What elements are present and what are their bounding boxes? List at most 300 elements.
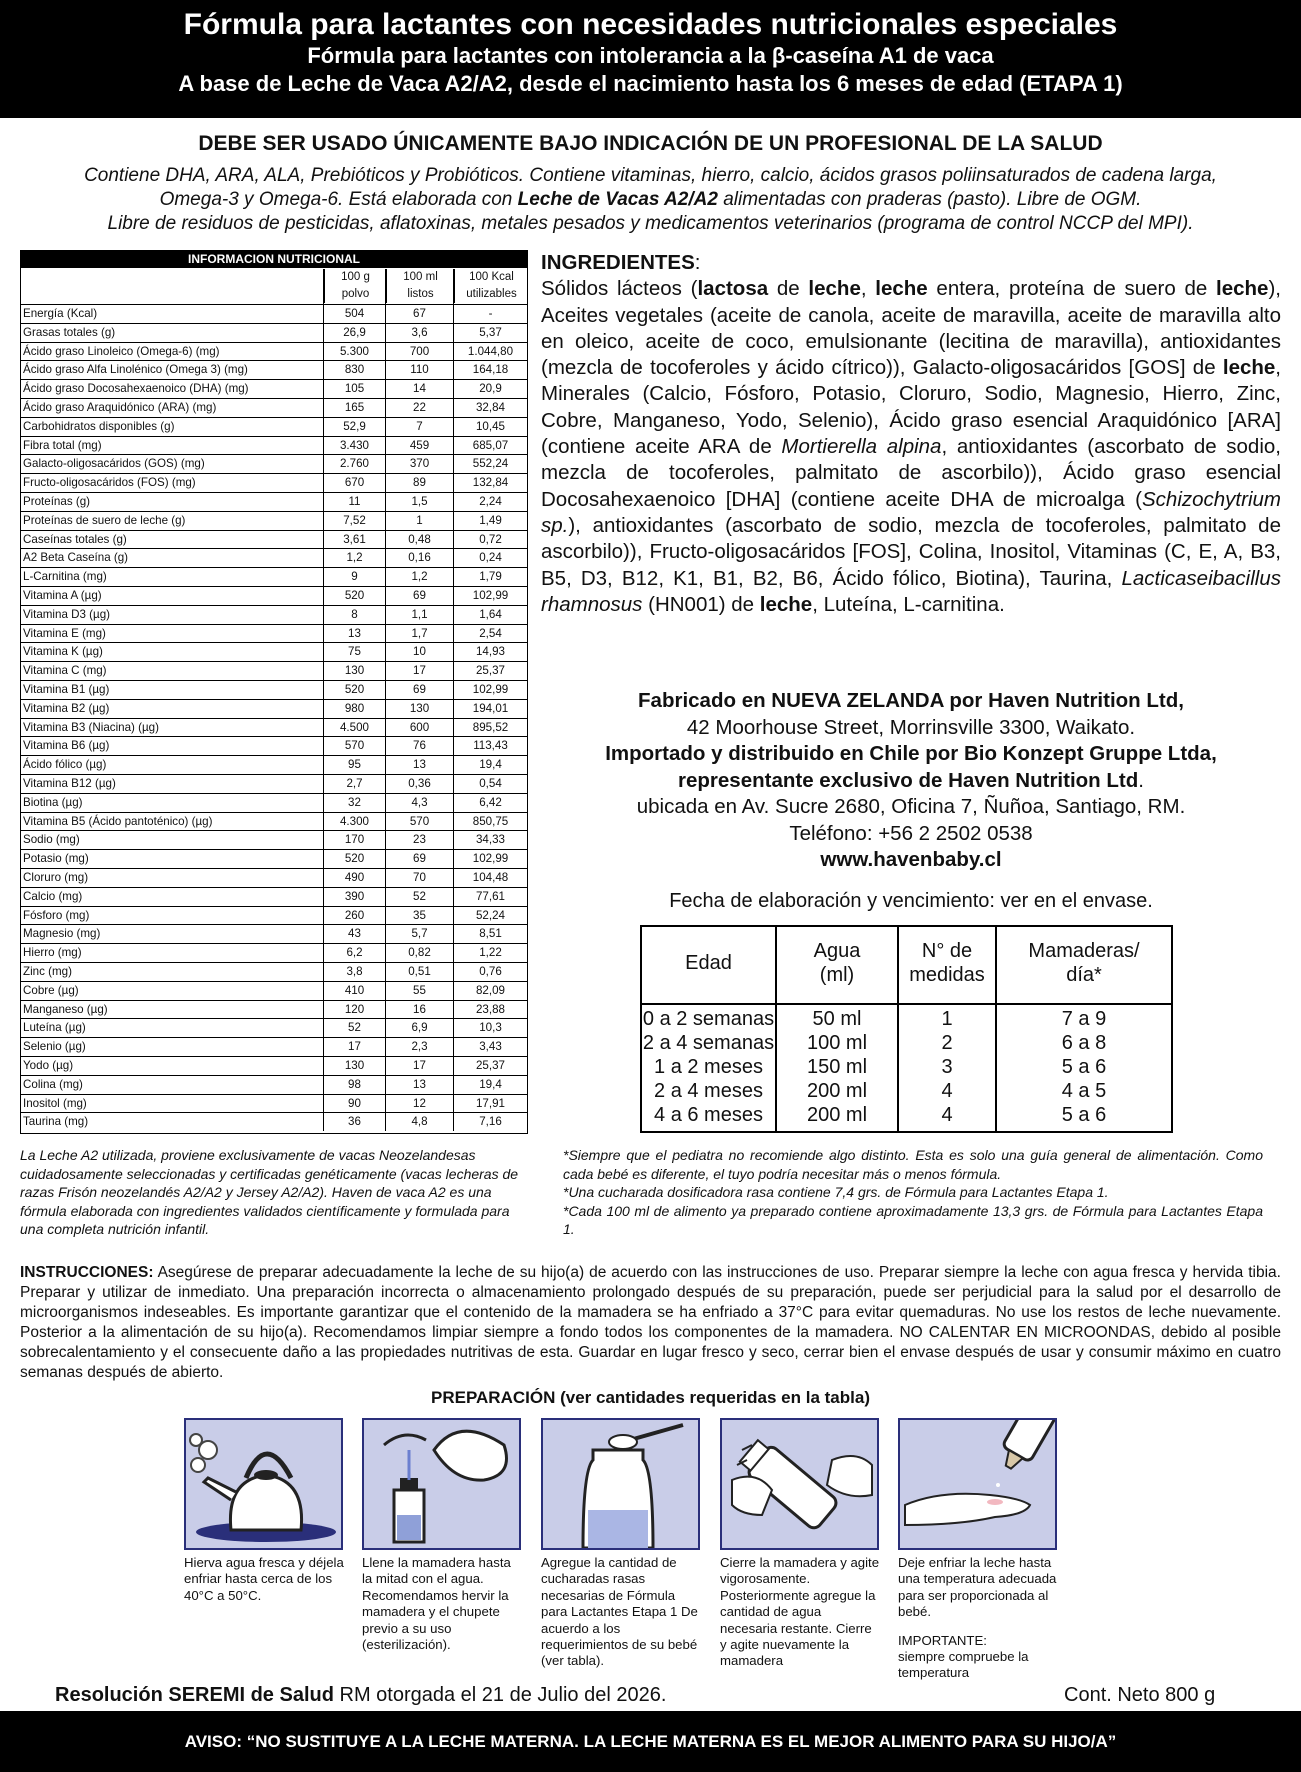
intro-line-1: Contiene DHA, ARA, ALA, Prebióticos y Probióticos. Contiene vitaminas, hierro, calcio, ácidos grasos poliinsaturados de cadena larga, xyxy=(84,165,1217,186)
nutrition-table xyxy=(20,250,528,1134)
professional-warning: DEBE SER USADO ÚNICAMENTE BAJO INDICACIÓN DE UN PROFESIONAL DE LA SALUD xyxy=(198,132,1103,155)
nutrient-value: 89 xyxy=(413,476,426,490)
nutrient-name: Biotina (µg) xyxy=(23,795,83,809)
nutrient-name: Inositol (mg) xyxy=(23,1096,87,1110)
nutrition-row xyxy=(21,849,527,869)
nutrition-row xyxy=(21,868,527,888)
mfg-line-5: ubicada en Av. Sucre 2680, Oficina 7, Ñuñoa, Santiago, RM. xyxy=(636,795,1186,818)
add-powder-icon xyxy=(543,1420,698,1548)
nutrient-value: 670 xyxy=(344,476,365,490)
mfg-line-4: representante exclusivo de Haven Nutrition Ltd xyxy=(678,768,1139,792)
nutrient-value: 6,9 xyxy=(411,1021,428,1035)
feeding-cell: 4 a 5 xyxy=(1061,1080,1107,1102)
prep-step-2-text: Llene la mamadera hasta la mitad con el agua. Recomendamos hervir la mamadera y el chupete previo a su uso (esterilización). xyxy=(362,1555,511,1653)
nutrition-row xyxy=(21,360,527,380)
nutrient-value: 23,88 xyxy=(475,1002,505,1016)
intro-line-3: Libre de residuos de pesticidas, aflatoxinas, metales pesados y medicamentos veterinarios (programa de control NCCP del MPI). xyxy=(107,213,1194,234)
nutrient-value: 130 xyxy=(344,1059,365,1072)
nutrient-name: Colina (mg) xyxy=(23,1077,83,1091)
intro-line-2b: Leche de Vacas A2/A2 xyxy=(517,189,718,210)
nutrient-value: 55 xyxy=(413,983,426,997)
nutrient-value: 520 xyxy=(344,589,365,602)
mfg-line-6: Teléfono: +56 2 2502 0538 xyxy=(789,821,1033,845)
nutrient-value: 12 xyxy=(413,1096,426,1110)
nutrient-value: 520 xyxy=(344,852,365,866)
nutrient-value: 36 xyxy=(348,1115,361,1129)
expiry-note: Fecha de elaboración y vencimiento: ver en el envase. xyxy=(669,890,1153,912)
nutrient-value: 1.044,80 xyxy=(467,344,514,358)
nutrient-value: 6,42 xyxy=(479,795,502,809)
nutrient-value: 194,01 xyxy=(472,701,509,715)
nutrition-col-header-1 xyxy=(324,269,386,303)
nutrition-row xyxy=(21,605,527,625)
feeding-note-1: *Siempre que el pediatra no recomiende algo distinto. Esta es solo una guía general de alimentación. Como cada bebé es diferente, el tuyo podría necesitar más o menos fórmula. xyxy=(563,1147,1263,1182)
product-subtitle-1: Fórmula para lactantes con intolerancia a la β-caseína A1 de vaca xyxy=(307,43,994,68)
nutrient-value: 13 xyxy=(348,626,361,640)
nutrient-value: 3,61 xyxy=(343,532,366,546)
nutrition-row xyxy=(21,774,527,794)
nutrient-name: Vitamina A (µg) xyxy=(23,589,102,602)
manufacturer-info xyxy=(541,688,1281,874)
nutrient-value: 700 xyxy=(409,344,430,358)
nutrient-value: 17 xyxy=(348,1040,361,1054)
nutrient-value: 11 xyxy=(348,495,361,508)
ingredient-segment: Sólidos lácteos ( xyxy=(541,277,698,301)
nutrition-row xyxy=(21,661,527,681)
nutrition-row xyxy=(21,1000,527,1020)
nutrition-row xyxy=(21,492,527,512)
feeding-header-divider xyxy=(642,1003,1171,1005)
website-link[interactable]: www.havenbaby.cl xyxy=(820,848,1002,871)
nutrient-value: 5.300 xyxy=(339,344,369,358)
nutrient-value: 1,2 xyxy=(411,570,428,584)
nutrient-value: 504 xyxy=(344,307,365,320)
nutrient-value: 17 xyxy=(413,1059,426,1072)
product-title: Fórmula para lactantes con necesidades nutricionales especiales xyxy=(183,8,1118,41)
nutrient-value: 3,8 xyxy=(346,965,363,978)
nutrition-row xyxy=(21,830,527,850)
nutrition-row xyxy=(21,323,527,343)
nutrient-value: 5,7 xyxy=(411,927,428,941)
nutrient-name: Sodio (mg) xyxy=(23,833,80,847)
nutrition-row xyxy=(21,887,527,907)
nutrition-row xyxy=(21,1056,527,1076)
nutrient-value: 5,37 xyxy=(479,325,502,339)
nutrient-name: A2 Beta Caseína (g) xyxy=(23,551,129,565)
resolution-rest: RM otorgada el 21 de Julio del 2026. xyxy=(333,1684,667,1706)
nutrient-value: 10,45 xyxy=(475,419,505,433)
nutrient-value: 52 xyxy=(348,1021,361,1035)
nutrient-value: 75 xyxy=(348,645,361,659)
ingredient-segment: Lacticaseibacillus rhamnosus xyxy=(541,566,1281,616)
nutrition-row xyxy=(21,398,527,418)
feeding-cell: 50 ml xyxy=(812,1008,862,1030)
nutrient-name: Selenio (µg) xyxy=(23,1040,86,1054)
nutrition-row xyxy=(21,793,527,813)
nutrient-value: 9 xyxy=(351,570,358,584)
nutrition-table-title: INFORMACION NUTRICIONAL xyxy=(21,251,527,268)
nutrient-value: - xyxy=(488,307,493,320)
nutrient-value: 102,99 xyxy=(472,589,509,602)
nutrient-name: Yodo (µg) xyxy=(23,1059,74,1072)
nutrition-row xyxy=(21,624,527,644)
nutrient-name: Taurina (mg) xyxy=(23,1115,89,1129)
nutrient-name: Galacto-oligosacáridos (GOS) (mg) xyxy=(23,457,205,471)
nutrient-value: 102,99 xyxy=(472,683,509,696)
nutrient-value: 14 xyxy=(413,382,426,396)
kettle-icon xyxy=(186,1420,341,1548)
feeding-note-2: *Una cucharada dosificadora rasa contiene 7,4 grs. de Fórmula para Lactantes Etapa 1. xyxy=(563,1184,1109,1200)
preparation-title: PREPARACIÓN (ver cantidades requeridas en la tabla) xyxy=(431,1388,870,1407)
nutrient-value: 8 xyxy=(351,607,358,621)
feeding-cell: 4 a 6 meses xyxy=(654,1104,763,1126)
nutrient-value: 7,16 xyxy=(479,1115,502,1129)
nutrient-value: 69 xyxy=(413,852,426,866)
nutrition-col-header-2 xyxy=(386,269,454,303)
nutrient-value: 0,54 xyxy=(479,777,502,790)
prep-step-3-text: Agregue la cantidad de cucharadas rasas necesarias de Fórmula para Lactantes Etapa 1 De acuerdo a los requerimientos de su bebé (ver tabla). xyxy=(541,1555,698,1669)
nutrition-row xyxy=(21,548,527,568)
nutrient-value: 90 xyxy=(348,1096,361,1110)
nutrient-value: 35 xyxy=(413,908,426,922)
feeding-header: Edad xyxy=(685,952,732,974)
resolution-bold: Resolución SEREMI de Salud xyxy=(55,1684,334,1706)
nutrient-value: 25,37 xyxy=(475,664,505,678)
ingredient-segment: Mortierella alpina xyxy=(781,435,942,459)
nutrient-value: 165 xyxy=(344,401,365,414)
nutrient-value: 0,36 xyxy=(408,777,431,790)
col3-line2: utilizables xyxy=(466,288,517,300)
nutrient-value: 0,76 xyxy=(479,965,502,978)
nutrient-value: 4.500 xyxy=(339,720,369,734)
nutrient-value: 69 xyxy=(413,589,426,602)
feeding-cell: 2 a 4 meses xyxy=(654,1080,763,1102)
feeding-col-divider xyxy=(995,927,997,1131)
feeding-cell: 6 a 8 xyxy=(1061,1032,1107,1054)
nutrient-value: 370 xyxy=(409,457,430,471)
col2-line2: listos xyxy=(407,288,434,300)
nutrient-name: Vitamina B12 (µg) xyxy=(23,777,116,790)
net-content: Cont. Neto 800 g xyxy=(1064,1684,1216,1706)
feeding-cell: 150 ml xyxy=(806,1056,868,1078)
nutrient-value: 600 xyxy=(409,720,430,734)
nutrient-name: Cobre (µg) xyxy=(23,983,79,997)
prep-step-5-important-text: siempre compruebe la temperatura xyxy=(898,1649,1029,1681)
nutrient-value: 67 xyxy=(413,307,426,320)
feeding-header: N° de medidas xyxy=(909,940,985,986)
instructions-text: Asegúrese de preparar adecuadamente la leche de su hijo(a) de acuerdo con las instrucciones de uso. Preparar siempre la leche con agua fresca y hervida tibia. Preparar y utilizar de inmediato. Una preparación incorrecta o almacenamiento prolongado después de su preparación, puede ser perjudicial para la salud por el desarrollo de microorganismos indeseables. Es importante garantizar que el contenido de la mamadera se ha enfriado a 37°C para evitar quemaduras. No use los restos de leche nuevamente. Posterior a la alimentación de su hijo(a). Recomendamos limpiar siempre a fondo todos los componentes de la mamadera. NO CALENTAR EN MICROONDAS, debido al posible sobrecalentamiento y el consecuente daño a las propiedades nutritivas de esta. Guardar en lugar fresco y seco, cerrar bien el envase después de usar y consumir máximo en cuatro semanas después de abierto. xyxy=(20,1264,1281,1381)
col1-line1: 100 g xyxy=(341,271,370,283)
prep-step-5-main: Deje enfriar la leche hasta una temperatura adecuada para ser proporcionada al bebé. xyxy=(898,1555,1057,1620)
nutrient-value: 13 xyxy=(413,758,426,772)
nutrient-value: 1,79 xyxy=(479,570,502,584)
nutrient-value: 390 xyxy=(344,889,365,903)
ingredients-heading: INGREDIENTES xyxy=(541,251,695,274)
nutrition-row xyxy=(21,530,527,550)
nutrient-value: 2,54 xyxy=(479,626,502,640)
feeding-table xyxy=(640,925,1173,1133)
nutrient-name: Luteína (µg) xyxy=(23,1021,86,1035)
nutrient-value: 2.760 xyxy=(339,457,369,471)
nutrition-row xyxy=(21,943,527,963)
nutrient-value: 3,43 xyxy=(479,1040,502,1054)
nutrient-value: 1,49 xyxy=(479,513,502,527)
feeding-cell: 100 ml xyxy=(806,1032,868,1054)
instructions-label: INSTRUCCIONES: xyxy=(20,1264,154,1281)
feeding-col-divider xyxy=(897,927,899,1131)
ingredient-segment: de xyxy=(768,277,809,301)
nutrient-value: 82,09 xyxy=(475,983,505,997)
nutrient-value: 520 xyxy=(344,683,365,696)
col3-line1: 100 Kcal xyxy=(469,271,514,283)
nutrient-value: 980 xyxy=(344,701,365,715)
nutrient-value: 552,24 xyxy=(472,457,509,471)
nutrient-name: Cloruro (mg) xyxy=(23,871,89,884)
prep-step-5-important-label: IMPORTANTE: xyxy=(898,1632,987,1648)
nutrient-value: 260 xyxy=(344,908,365,922)
nutrient-value: 113,43 xyxy=(473,739,508,753)
nutrient-value: 2,3 xyxy=(411,1040,428,1054)
nutrient-name: Ácido graso Araquidónico (ARA) (mg) xyxy=(23,401,217,414)
nutrition-row xyxy=(21,342,527,362)
product-subtitle-2: A base de Leche de Vaca A2/A2, desde el nacimiento hasta los 6 meses de edad (ETAPA 1) xyxy=(178,71,1123,96)
ingredient-segment: ), antioxidantes (ascorbato de sodio, mezcla de tocoferoles, palmitato de ascorbilo)), Fructo-oligosacáridos [FOS], Colina, Inositol, Vitaminas (C, E, A, B3, B5, D3, B12, K1, B1, B2, B6, Ácido fólico, Biotina), Taurina, xyxy=(541,513,1281,590)
nutrition-row xyxy=(21,511,527,531)
feeding-header: Mamaderas/ día* xyxy=(1028,940,1140,986)
intro-line-2 xyxy=(0,188,1301,212)
nutrient-name: Calcio (mg) xyxy=(23,889,83,903)
ingredient-segment: lactosa xyxy=(697,277,769,301)
nutrient-name: Proteínas (g) xyxy=(23,495,91,508)
feeding-note-3: *Cada 100 ml de alimento ya preparado contiene aproximadamente 13,3 grs. de Fórmula para Lactantes Etapa 1. xyxy=(563,1202,1263,1237)
nutrient-value: 110 xyxy=(410,363,429,377)
nutrient-value: 69 xyxy=(413,683,426,696)
nutrient-value: 19,4 xyxy=(479,758,502,772)
nutrient-name: Caseínas totales (g) xyxy=(23,532,127,546)
nutrient-value: 459 xyxy=(409,438,430,452)
ingredients-text xyxy=(541,277,1281,616)
nutrient-value: 7 xyxy=(416,419,423,433)
nutrient-value: 77,61 xyxy=(475,889,505,903)
nutrient-value: 1,7 xyxy=(411,626,428,640)
nutrient-value: 20,9 xyxy=(479,382,502,396)
nutrient-value: 34,33 xyxy=(475,833,505,847)
nutrition-row xyxy=(21,924,527,944)
nutrient-name: Manganeso (µg) xyxy=(23,1002,108,1016)
prep-step-5-panel xyxy=(898,1418,1057,1550)
nutrient-name: Ácido graso Alfa Linolénico (Omega 3) (mg) xyxy=(23,363,248,377)
nutrition-row xyxy=(21,436,527,456)
nutrition-row xyxy=(21,812,527,832)
nutrient-value: 2,7 xyxy=(346,777,363,790)
ingredient-segment: entera, proteína de suero de xyxy=(927,277,1217,301)
nutrition-row xyxy=(21,755,527,775)
feeding-header: Agua (ml) xyxy=(813,940,861,986)
nutrient-value: 1,1 xyxy=(411,607,428,621)
prep-step-4-text: Cierre la mamadera y agite vigorosamente. Posteriormente agregue la cantidad de agua necesaria restante. Cierre y agite nuevamente la mamadera xyxy=(720,1555,880,1669)
nutrient-value: 8,51 xyxy=(479,927,502,941)
feeding-cell: 2 a 4 semanas xyxy=(642,1032,775,1054)
ingredient-segment: leche xyxy=(808,277,861,301)
nutrient-value: 17,91 xyxy=(475,1096,505,1110)
nutrition-row xyxy=(21,379,527,399)
nutrient-name: Vitamina B2 (µg) xyxy=(23,701,110,715)
nutrient-value: 0,51 xyxy=(408,965,431,978)
nutrition-row xyxy=(21,567,527,587)
feeding-cell: 1 xyxy=(941,1008,953,1030)
nutrient-value: 105 xyxy=(344,382,365,396)
mfg-line-3: Importado y distribuido en Chile por Bio Konzept Gruppe Ltda, xyxy=(605,742,1217,765)
nutrient-name: Vitamina B6 (µg) xyxy=(23,739,110,753)
nutrient-value: 76 xyxy=(413,739,426,753)
prep-step-3-panel xyxy=(541,1418,700,1550)
resolution-text xyxy=(55,1684,666,1707)
nutrient-name: Fibra total (mg) xyxy=(23,438,102,452)
nutrition-row xyxy=(21,304,527,324)
nutrient-value: 570 xyxy=(344,739,365,753)
nutrient-value: 2,24 xyxy=(479,495,502,508)
nutrient-value: 98 xyxy=(348,1077,361,1091)
nutrient-name: Vitamina E (mg) xyxy=(23,626,106,640)
nutrition-row xyxy=(21,1112,527,1132)
nutrient-name: Fósforo (mg) xyxy=(23,908,90,922)
nutrient-value: 164,18 xyxy=(472,363,509,377)
nutrient-name: Fructo-oligosacáridos (FOS) (mg) xyxy=(23,476,196,490)
nutrient-name: Vitamina B3 (Niacina) (µg) xyxy=(23,720,159,734)
nutrient-value: 170 xyxy=(344,833,365,847)
nutrient-value: 1,5 xyxy=(411,495,428,508)
nutrient-value: 0,48 xyxy=(408,532,431,546)
nutrient-value: 52,24 xyxy=(475,908,505,922)
nutrient-name: Hierro (mg) xyxy=(23,946,82,960)
ingredient-segment: ), Aceites vegetales (aceite de canola, aceite de maravilla, aceite de maravilla alto en oleico, aceite de coco, emulsionante (lecitina de maravilla), antioxidantes (mezcla de tocoferoles y ácido cítrico)), Galacto-oligosacáridos [GOS] de xyxy=(541,277,1281,380)
nutrient-value: 10 xyxy=(413,645,426,659)
nutrition-row xyxy=(21,736,527,756)
nutrient-value: 830 xyxy=(344,363,365,377)
prep-step-1-panel xyxy=(184,1418,343,1550)
nutrition-row xyxy=(21,417,527,437)
mfg-line-2: 42 Moorhouse Street, Morrinsville 3300, Waikato. xyxy=(686,715,1136,739)
pour-water-icon xyxy=(364,1420,519,1548)
nutrient-value: 1,2 xyxy=(346,551,363,565)
nutrient-name: Ácido fólico (µg) xyxy=(23,758,107,772)
intro-line-2c: alimentadas con praderas (pasto). Libre de OGM. xyxy=(717,189,1142,210)
feeding-col-divider xyxy=(775,927,777,1131)
nutrient-name: Vitamina B5 (Ácido pantoténico) (µg) xyxy=(23,814,213,828)
test-temperature-icon xyxy=(900,1420,1055,1548)
feeding-notes xyxy=(563,1146,1263,1239)
prep-step-4-panel xyxy=(720,1418,879,1550)
feeding-cell: 5 a 6 xyxy=(1061,1056,1107,1078)
a2-milk-note: La Leche A2 utilizada, proviene exclusivamente de vacas Neozelandesas cuidadosamente seleccionadas y certificadas genéticamente (vacas lecheras de razas Frisón neozelandés A2/A2 y Jersey A2/A2). Haven de vaca A2 es una fórmula elaborada con ingredientes validados científicamente y formulada para una completa nutrición infantil. xyxy=(20,1147,519,1237)
ingredient-segment: leche xyxy=(1216,277,1269,301)
feeding-cell: 2 xyxy=(941,1032,953,1054)
nutrient-name: Ácido graso Linoleico (Omega-6) (mg) xyxy=(23,344,220,358)
ingredient-segment: , xyxy=(860,277,876,301)
footer-warning: AVISO: “NO SUSTITUYE A LA LECHE MATERNA. LA LECHE MATERNA ES EL MEJOR ALIMENTO PARA SU HIJO/A” xyxy=(0,1711,1301,1772)
feeding-cell: 0 a 2 semanas xyxy=(642,1008,775,1030)
nutrient-value: 6,2 xyxy=(346,946,363,960)
feeding-cell: 4 xyxy=(941,1104,953,1126)
nutrient-value: 0,72 xyxy=(479,532,502,546)
prep-step-1-text: Hierva agua fresca y déjela enfriar hasta cerca de los 40°C a 50°C. xyxy=(184,1555,344,1603)
feeding-cell: 5 a 6 xyxy=(1061,1104,1107,1126)
nutrient-value: 3,6 xyxy=(411,325,428,339)
nutrient-value: 16 xyxy=(413,1002,426,1016)
ingredient-segment: , Minerales (Calcio, Fósforo, Potasio, Cloruro, Sodio, Magnesio, Hierro, Zinc, Cobre, Manganeso, Yodo, Selenio), Ácido graso esencial Araquidónico [ARA] (contiene aceite ARA de xyxy=(541,356,1281,459)
nutrition-col-divider xyxy=(385,269,386,1131)
nutrition-row xyxy=(21,680,527,700)
ingredient-segment: Schizochytrium sp. xyxy=(541,487,1281,537)
nutrient-value: 13 xyxy=(413,1077,426,1091)
nutrient-value: 0,24 xyxy=(479,551,502,565)
nutrient-value: 4,8 xyxy=(411,1115,428,1129)
ingredient-segment: leche xyxy=(875,277,928,301)
mfg-line-4-end: . xyxy=(1138,768,1144,792)
nutrient-name: Vitamina C (mg) xyxy=(23,664,107,678)
nutrition-row xyxy=(21,699,527,719)
header-banner xyxy=(0,0,1301,118)
nutrient-value: 410 xyxy=(344,983,365,997)
ingredient-segment: leche xyxy=(1222,356,1276,380)
intro-line-2a: Omega-3 y Omega-6. Está elaborada con xyxy=(159,189,518,210)
nutrient-value: 19,4 xyxy=(479,1077,502,1091)
nutrient-value: 104,48 xyxy=(472,871,509,884)
intro-text xyxy=(0,164,1301,236)
nutrient-name: Proteínas de suero de leche (g) xyxy=(23,513,186,527)
nutrition-row xyxy=(21,1037,527,1057)
nutrient-value: 4,3 xyxy=(411,795,428,809)
ingredients-block: INGREDIENTES: Sólidos lácteos (lactosa de leche, leche entera, proteína de suero de leche), Aceites vegetales (aceite de canola, aceite de maravilla, aceite de maravilla alto en oleico, aceite de coco, emulsionante (lecitina de maravilla), antioxidantes (mezcla de tocoferoles y ácido cítrico)), Galacto-oligosacáridos [GOS] de leche, Minerales (Calcio, Fósforo, Potasio, Cloruro, Sodio, Magnesio, Hierro, Zinc, Cobre, Manganeso, Yodo, Selenio), Ácido graso esencial Araquidónico [ARA] (contiene aceite ARA de Mortierella alpina, antioxidantes (ascorbato de sodio, mezcla de tocoferoles, palmitato de ascorbilo)), Ácido graso esencial Docosahexaenoico [DHA] (contiene aceite DHA de microalga (Schizochytrium sp.), antioxidantes (ascorbato de sodio, mezcla de tocoferoles, palmitato de ascorbilo)), Fructo-oligosacáridos [FOS], Colina, Inositol, Vitaminas (C, E, A, B3, B5, D3, B12, K1, B1, B2, B6, Ácido fólico, Biotina), Taurina, Lacticaseibacillus rhamnosus (HN001) de leche, Luteína, L-carnitina. xyxy=(541,251,1281,616)
nutrition-row xyxy=(21,718,527,738)
nutrition-row xyxy=(21,1075,527,1095)
nutrient-value: 32,84 xyxy=(475,401,505,414)
nutrition-row xyxy=(21,473,527,493)
nutrient-value: 14,93 xyxy=(475,645,505,659)
nutrient-value: 4.300 xyxy=(339,814,369,828)
feeding-cell: 4 xyxy=(941,1080,953,1102)
ingredient-segment: , Luteína, L-carnitina. xyxy=(812,592,1005,616)
nutrient-value: 570 xyxy=(409,814,430,828)
nutrient-value: 26,9 xyxy=(343,325,366,339)
nutrition-row xyxy=(21,981,527,1001)
nutrient-value: 0,16 xyxy=(408,551,431,565)
nutrient-value: 17 xyxy=(413,664,426,678)
nutrient-name: L-Carnitina (mg) xyxy=(23,570,107,584)
nutrient-value: 22 xyxy=(413,401,426,414)
nutrient-name: Carbohidratos disponibles (g) xyxy=(23,419,175,433)
nutrient-value: 120 xyxy=(344,1002,365,1016)
col1-line2: polvo xyxy=(341,288,370,300)
feeding-cell: 7 a 9 xyxy=(1061,1008,1107,1030)
nutrient-value: 490 xyxy=(344,871,365,884)
nutrient-value: 132,84 xyxy=(472,476,509,490)
feeding-cell: 3 xyxy=(941,1056,953,1078)
nutrient-value: 95 xyxy=(348,758,361,772)
nutrient-value: 32 xyxy=(348,795,361,809)
nutrient-name: Vitamina B1 (µg) xyxy=(23,683,110,696)
nutrient-value: 3.430 xyxy=(339,438,369,452)
instructions-block xyxy=(20,1263,1281,1383)
nutrient-name: Zinc (mg) xyxy=(23,965,72,978)
nutrient-name: Ácido graso Docosahexaenoico (DHA) (mg) xyxy=(23,382,249,396)
nutrient-name: Energía (Kcal) xyxy=(23,307,98,320)
nutrient-name: Potasio (mg) xyxy=(23,852,89,866)
feeding-cell: 200 ml xyxy=(806,1080,868,1102)
ingredient-segment: , antioxidantes (ascorbato de sodio, mezcla de tocoferoles, palmitato de ascorbilo)), Ácido graso esencial Docosahexaenoico [DHA] (contiene aceite DHA de microalga ( xyxy=(541,435,1281,511)
nutrient-name: Magnesio (mg) xyxy=(23,927,101,941)
nutrient-value: 70 xyxy=(413,871,426,884)
